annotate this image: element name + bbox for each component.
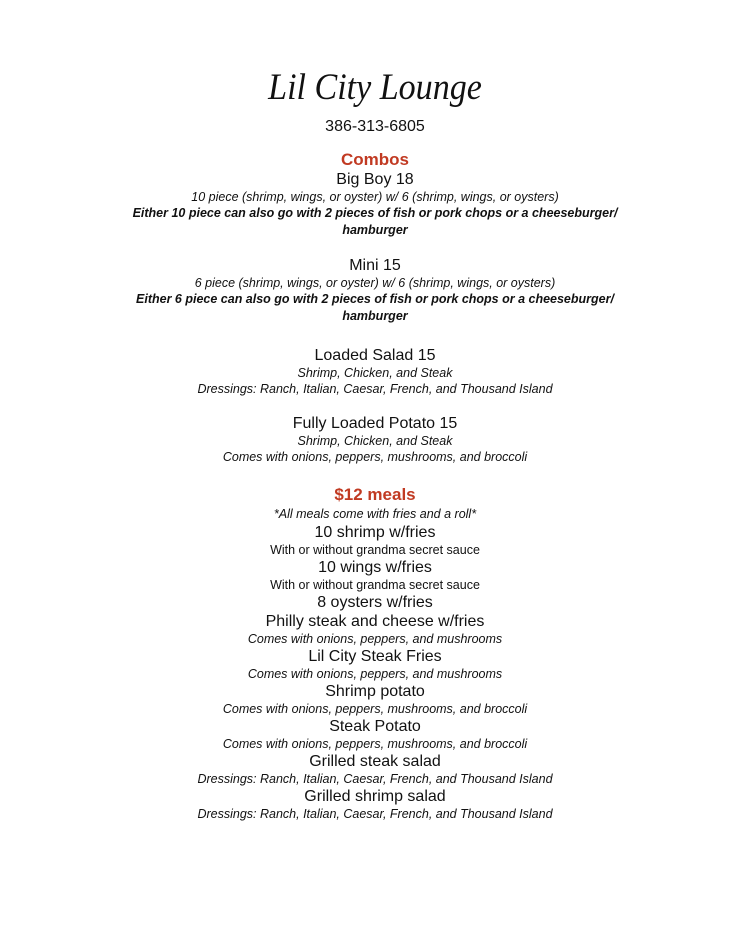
big-boy-note-line1: Either 10 piece can also go with 2 pieces of fish or pork chops or a cheeseburger/ bbox=[132, 206, 618, 220]
loaded-salad-dressings: Dressings: Ranch, Italian, Caesar, French, and Thousand Island bbox=[197, 382, 553, 396]
loaded-salad-name: Loaded Salad 15 bbox=[314, 347, 436, 364]
big-boy-name: Big Boy 18 bbox=[336, 171, 414, 188]
combos-section bbox=[40, 150, 710, 239]
meal-item-name: Grilled shrimp salad bbox=[304, 788, 446, 805]
mini-note-line2: hamburger bbox=[342, 309, 408, 323]
meal-list bbox=[40, 523, 710, 822]
meal-item-desc: Dressings: Ranch, Italian, Caesar, French, and Thousand Island bbox=[197, 772, 553, 786]
mini-desc: 6 piece (shrimp, wings, or oyster) w/ 6 (shrimp, wings, or oysters) bbox=[194, 276, 556, 290]
big-boy-note-line2: hamburger bbox=[342, 223, 408, 237]
meal-item-name: Shrimp potato bbox=[325, 683, 425, 700]
meal-item-desc: With or without grandma secret sauce bbox=[270, 543, 480, 557]
meal-item-name: Steak Potato bbox=[329, 718, 421, 735]
meal-item-name: Grilled steak salad bbox=[309, 753, 441, 770]
meal-item-desc: Comes with onions, peppers, mushrooms, and broccoli bbox=[222, 702, 528, 716]
loaded-potato-desc: Shrimp, Chicken, and Steak bbox=[297, 434, 453, 448]
meals-note: *All meals come with fries and a roll* bbox=[273, 507, 477, 521]
meal-item-desc: Dressings: Ranch, Italian, Caesar, French, and Thousand Island bbox=[197, 807, 553, 821]
loaded-salad bbox=[40, 346, 710, 397]
meal-item-desc: Comes with onions, peppers, and mushrooms bbox=[247, 667, 503, 681]
meal-item-name: 10 shrimp w/fries bbox=[314, 524, 436, 541]
meals-heading: $12 meals bbox=[334, 485, 416, 504]
meal-item-name: 8 oysters w/fries bbox=[317, 594, 433, 611]
meal-item-desc: Comes with onions, peppers, mushrooms, and broccoli bbox=[222, 737, 528, 751]
mini-name: Mini 15 bbox=[349, 257, 401, 274]
meal-item-name: 10 wings w/fries bbox=[318, 559, 432, 576]
meal-item-desc: Comes with onions, peppers, and mushrooms bbox=[247, 632, 503, 646]
mini-note-line1: Either 6 piece can also go with 2 pieces of fish or pork chops or a cheeseburger/ bbox=[136, 292, 614, 306]
loaded-potato bbox=[40, 414, 710, 465]
phone-number: 386-313-6805 bbox=[325, 118, 425, 135]
mini-combo bbox=[40, 256, 710, 325]
meal-item-desc: With or without grandma secret sauce bbox=[270, 578, 480, 592]
meal-item-name: Lil City Steak Fries bbox=[308, 648, 442, 665]
loaded-potato-comes-with: Comes with onions, peppers, mushrooms, and broccoli bbox=[222, 450, 528, 464]
meals-section bbox=[40, 485, 710, 822]
meal-item-name: Philly steak and cheese w/fries bbox=[265, 613, 485, 630]
loaded-salad-desc: Shrimp, Chicken, and Steak bbox=[297, 366, 453, 380]
loaded-potato-name: Fully Loaded Potato 15 bbox=[292, 415, 458, 432]
combos-heading: Combos bbox=[341, 150, 409, 169]
page-title: Lil City Lounge bbox=[268, 67, 482, 108]
big-boy-desc: 10 piece (shrimp, wings, or oyster) w/ 6 (shrimp, wings, or oysters) bbox=[191, 190, 559, 204]
